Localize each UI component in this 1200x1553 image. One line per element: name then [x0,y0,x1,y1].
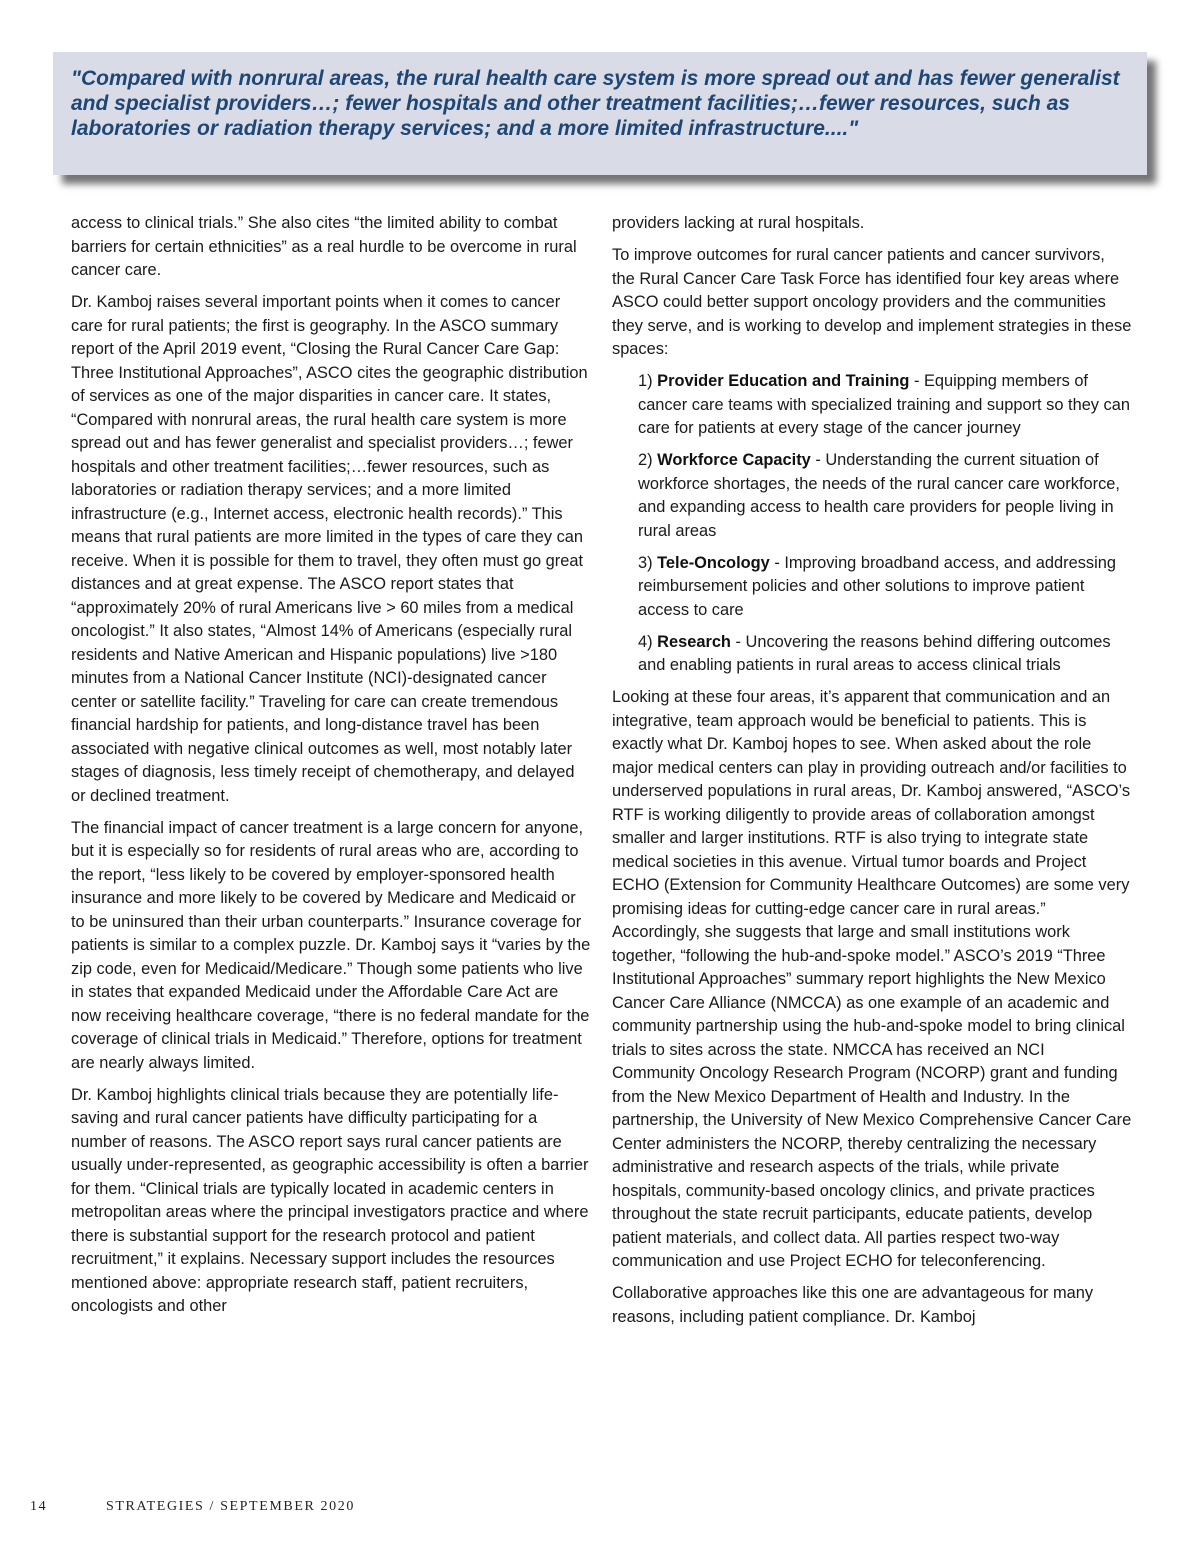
key-area-number: 3) [638,553,653,572]
paragraph: The financial impact of cancer treatment is a large concern for anyone, but it is especially so for residents of rural areas who are, according to the report, “less likely to be covered by employer-sponsored health insurance and more likely to be covered by Medicare and Medicaid or to be uninsured than their urban counterparts.” Insurance coverage for patients is similar to a complex puzzle. Dr. Kamboj says it “varies by the zip code, even for Medicaid/Medicare.” Though some patients who live in states that expanded Medicaid under the Affordable Care Act are now receiving healthcare coverage, “there is no federal mandate for the coverage of clinical trials in Medicaid.” Therefore, options for treatment are nearly always limited. [71,818,591,1072]
publication-name: STRATEGIES / SEPTEMBER 2020 [106,1499,355,1514]
key-area-title: Provider Education and Training [657,372,910,390]
page-number: 14 [30,1499,48,1514]
key-area-description: - Uncovering the reasons behind differing outcomes and enabling patients in rural areas to access clinical trials [638,632,1111,674]
left-column [71,212,591,1327]
paragraph: Dr. Kamboj highlights clinical trials because they are potentially life-saving and rural cancer patients have difficulty participating for a number of reasons. The ASCO report says rural cancer patients are usually under-represented, as geographic accessibility is often a barrier for them. “Clinical trials are typically located in academic centers in metropolitan areas where the principal investigators practice and where there is substantial support for the research protocol and patient recruitment,” it explains. Necessary support includes the resources mentioned above: appropriate research staff, patient recruiters, oncologists and other [71,1085,589,1315]
key-area-number: 2) [638,451,653,469]
key-area-item [638,370,1132,441]
key-area-title: Workforce Capacity [657,451,811,469]
pull-quote-text: "Compared with nonrural areas, the rural health care system is more spread out and has fewer generalist and specialist providers…; fewer hospitals and other treatment facilities;…fewer resources, such as laboratories or radiation therapy services; and a more limited infrastructure...." [71,67,1120,140]
key-area-item [638,631,1132,678]
key-area-number: 4) [638,632,653,651]
key-area-description: - Understanding the current situation of workforce shortages, the needs of the rural cancer care workforce, and expanding access to health care providers for people living in rural areas [638,451,1120,540]
paragraph: access to clinical trials.” She also cites “the limited ability to combat barriers for certain ethnicities” as a real hurdle to be overcome in rural cancer care. [71,214,577,279]
key-area-number: 1) [638,372,653,390]
paragraph: providers lacking at rural hospitals. [612,214,865,232]
pull-quote-box [53,52,1147,175]
paragraph: Looking at these four areas, it’s apparent that communication and an integrative, team approach would be beneficial to patients. This is exactly what Dr. Kamboj hopes to see. When asked about the role major medical centers can play in providing outreach and/or facilities to underserved populations in rural areas, Dr. Kamboj answered, “ASCO’s RTF is working diligently to provide areas of collaboration amongst smaller and larger institutions. RTF is also trying to integrate state medical societies in this avenue. Virtual tumor boards and Project ECHO (Extension for Community Healthcare Outcomes) are some very promising ideas for cutting-edge cancer care in rural areas.” Accordingly, she suggests that large and small institutions work together, “following the hub-and-spoke model.” ASCO’s 2019 “Three Institutional Approaches” summary report highlights the New Mexico Cancer Care Alliance (NMCCA) as one example of an academic and community partnership using the hub-and-spoke model to bring clinical trials to sites across the state. NMCCA has received an NCI Community Oncology Research Program (NCORP) grant and funding from the New Mexico Department of Health and Industry. In the partnership, the University of New Mexico Comprehensive Cancer Care Center administers the NCORP, thereby centralizing the necessary administrative and research aspects of the trials, while private hospitals, community-based oncology clinics, and private practices throughout the state recruit participants, educate patients, develop patient materials, and collect data. All parties respect two-way communication and use Project ECHO for teleconferencing. [612,688,1132,1270]
paragraph: To improve outcomes for rural cancer patients and cancer survivors, the Rural Cancer Care Task Force has identified four key areas where ASCO could better support oncology providers and the communities they serve, and is working to develop and implement strategies in these spaces: [612,246,1132,358]
key-area-title: Research [657,632,731,651]
key-area-title: Tele-Oncology [657,553,770,572]
paragraph: Dr. Kamboj raises several important points when it comes to cancer care for rural patients; the first is geography. In the ASCO summary report of the April 2019 event, “Closing the Rural Cancer Care Gap: Three Institutional Approaches”, ASCO cites the geographic distribution of services as one of the major disparities in cancer care. It states, “Compared with nonrural areas, the rural health care system is more spread out and has fewer generalist and specialist providers…; fewer hospitals and other treatment facilities;…fewer resources, such as laboratories or radiation therapy services; and a more limited infrastructure (e.g., Internet access, electronic health records).” This means that rural patients are more limited in the types of care they can receive. When it is possible for them to travel, they often must go great distances and at great expense. The ASCO report states that “approximately 20% of rural Americans live > 60 miles from a medical oncologist.” It also states, “Almost 14% of Americans (especially rural residents and Native American and Hispanic populations) live >180 minutes from a National Cancer Institute (NCI)-designated cancer center or satellite facility.” Traveling for care can create tremendous financial hardship for patients, and long-distance travel has been associated with negative clinical outcomes as well, most notably later stages of diagnosis, less timely receipt of chemotherapy, and delayed or declined treatment. [71,293,588,805]
key-area-description: - Improving broadband access, and addressing reimbursement policies and other solutions to improve patient access to care [638,553,1116,619]
right-column [612,212,1132,1338]
key-area-item [638,552,1132,623]
page-footer [30,1499,355,1515]
key-area-item [638,449,1132,543]
paragraph: Collaborative approaches like this one are advantageous for many reasons, including patient compliance. Dr. Kamboj [612,1284,1094,1326]
key-area-description: - Equipping members of cancer care teams with specialized training and support so they can care for patients at every stage of the cancer journey [638,372,1130,437]
